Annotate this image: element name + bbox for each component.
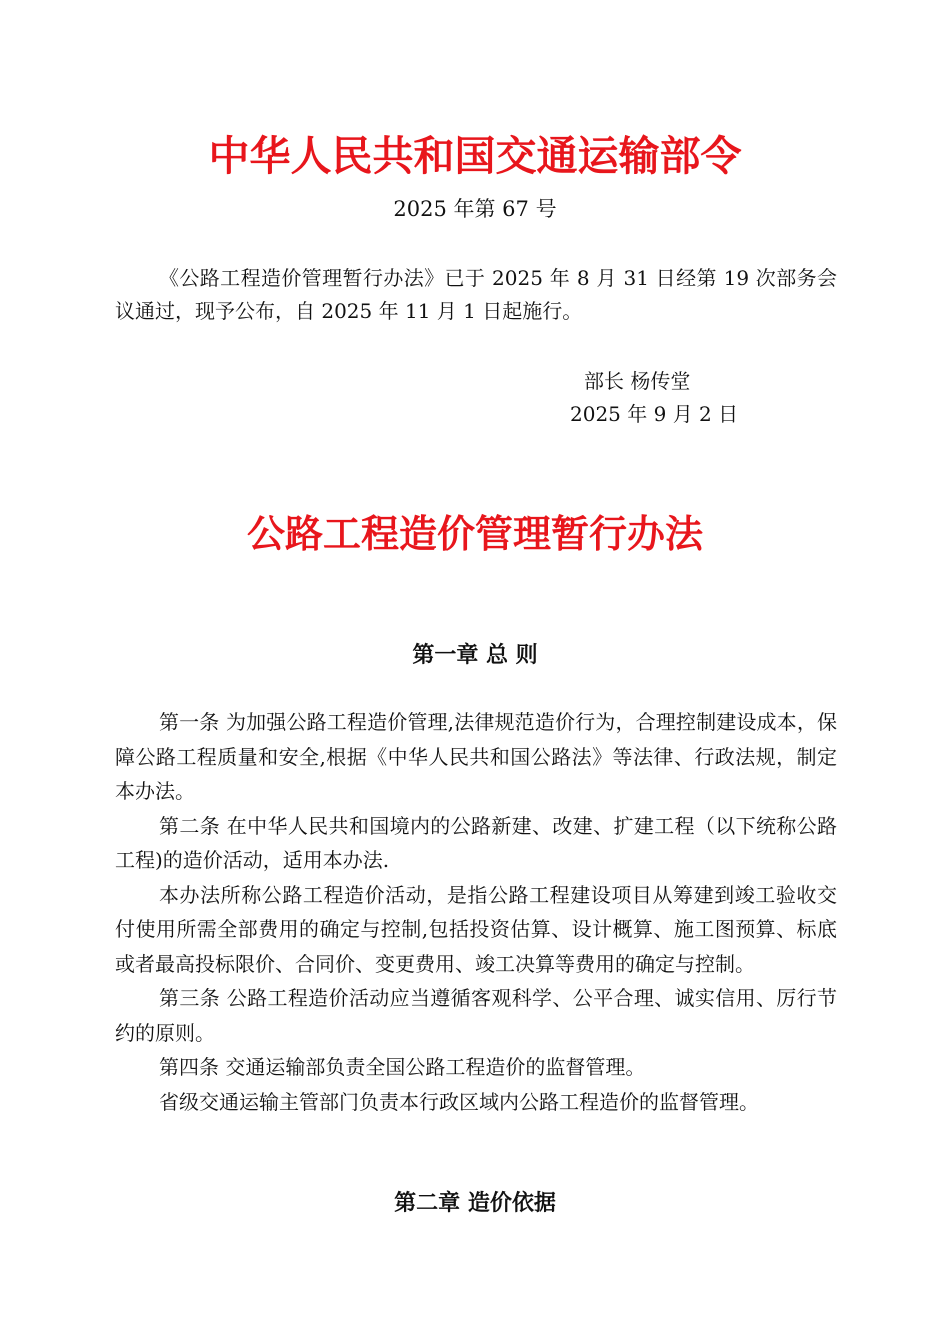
- order-title: 中华人民共和国交通运输部令: [208, 132, 742, 180]
- chapter-1-heading: 第一章 总 则: [412, 643, 538, 668]
- article-1: 第一条 为加强公路工程造价管理,法律规范造价行为，合理控制建设成本，保障公路工程质量和安全,根据《中华人民共和国公路法》等法律、行政法规，制定本办法。: [115, 710, 837, 803]
- signer: 部长 杨传堂: [584, 369, 691, 393]
- article-2-paragraph-2: 本办法所称公路工程造价活动，是指公路工程建设项目从筹建到竣工验收交付使用所需全部费用的确定与控制,包括投资估算、设计概算、施工图预算、标底或者最高投标限价、合同价、变更费用、竣工决算等费用的确定与控制。: [115, 882, 837, 976]
- chapter-1-body: [115, 705, 837, 1119]
- chapter-2-heading: 第二章 造价依据: [394, 1191, 556, 1216]
- article-2: 第二条 在中华人民共和国境内的公路新建、改建、扩建工程（以下统称公路工程)的造价活动，适用本办法.: [115, 813, 837, 872]
- article-4-paragraph-2: 省级交通运输主管部门负责本行政区域内公路工程造价的监督管理。: [159, 1089, 759, 1114]
- sign-date: 2025 年 9 月 2 日: [570, 402, 739, 426]
- article-3: 第三条 公路工程造价活动应当遵循客观科学、公平合理、诚实信用、厉行节约的原则。: [115, 986, 837, 1045]
- article-4: 第四条 交通运输部负责全国公路工程造价的监督管理。: [159, 1055, 646, 1079]
- measures-title: 公路工程造价管理暂行办法: [246, 512, 703, 556]
- order-number: 2025 年第 67 号: [393, 197, 557, 221]
- intro-paragraph: 《公路工程造价管理暂行办法》已于 2025 年 8 月 31 日经第 19 次部务会议通过，现予公布，自 2025 年 11 月 1 日起施行。: [115, 266, 837, 323]
